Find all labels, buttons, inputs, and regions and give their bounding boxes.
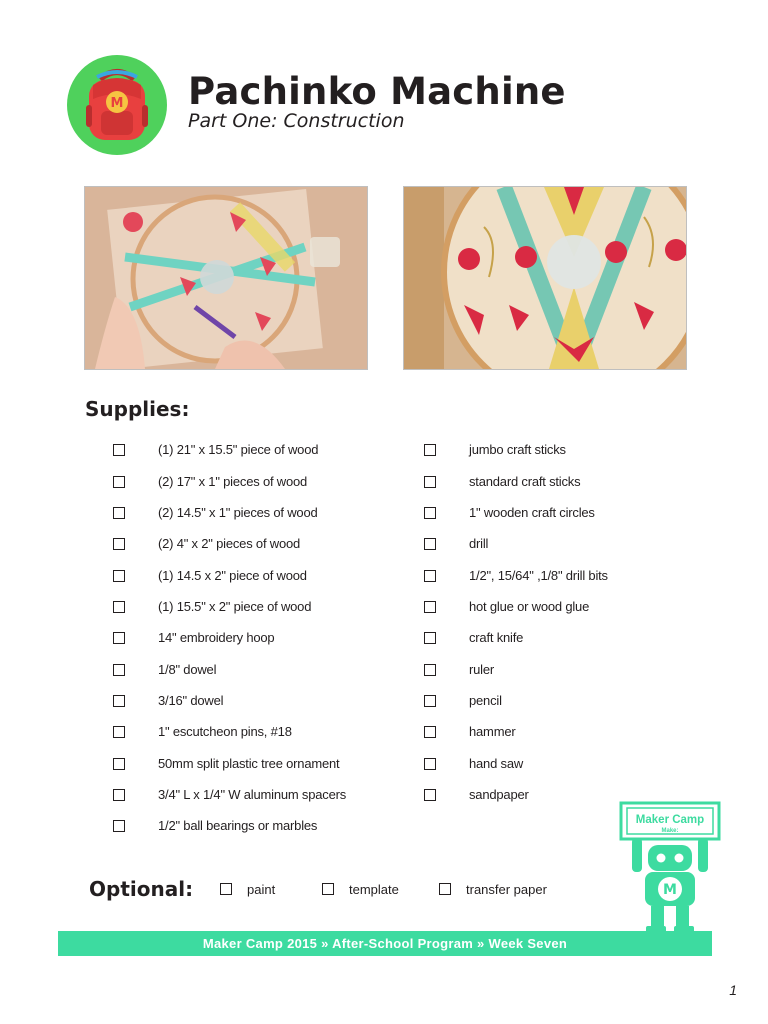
robot-icon — [615, 800, 725, 935]
supply-label: 14" embroidery hoop — [158, 630, 275, 645]
supply-label: sandpaper — [469, 787, 529, 802]
page-subtitle: Part One: Construction — [188, 110, 405, 132]
optional-label: transfer paper — [466, 882, 547, 897]
supply-checkbox[interactable] — [424, 695, 436, 707]
supply-label: standard craft sticks — [469, 474, 581, 489]
supply-label: hand saw — [469, 756, 524, 771]
supply-label: pencil — [469, 693, 502, 708]
supply-checkbox[interactable] — [113, 632, 125, 644]
supply-checkbox[interactable] — [113, 664, 125, 676]
supply-label: (1) 21" x 15.5" piece of wood — [158, 442, 319, 457]
optional-label: template — [349, 882, 399, 897]
optional-checkbox[interactable] — [220, 883, 232, 895]
supply-checkbox[interactable] — [424, 758, 436, 770]
supply-checkbox[interactable] — [113, 820, 125, 832]
supply-checkbox[interactable] — [113, 789, 125, 801]
supply-checkbox[interactable] — [424, 444, 436, 456]
supply-label: 3/4" L x 1/4" W aluminum spacers — [158, 787, 347, 802]
backpack-icon — [67, 55, 167, 155]
construction-photo-1 — [84, 186, 368, 370]
maker-camp-robot — [615, 800, 725, 935]
supply-label: ruler — [469, 662, 495, 677]
supply-label: hot glue or wood glue — [469, 599, 590, 614]
supply-label: 1/8" dowel — [158, 662, 217, 677]
optional-label: paint — [247, 882, 276, 897]
supply-checkbox[interactable] — [424, 476, 436, 488]
supply-label: hammer — [469, 724, 516, 739]
supply-label: (2) 14.5" x 1" pieces of wood — [158, 505, 318, 520]
supply-checkbox[interactable] — [113, 726, 125, 738]
supply-label: 1" escutcheon pins, #18 — [158, 724, 292, 739]
supply-checkbox[interactable] — [113, 570, 125, 582]
robot-chest-letter: M — [663, 882, 677, 898]
supply-checkbox[interactable] — [424, 789, 436, 801]
footer-banner: Maker Camp 2015 » After-School Program » Week Seven — [58, 931, 712, 956]
supply-checkbox[interactable] — [113, 695, 125, 707]
supply-label: (1) 14.5 x 2" piece of wood — [158, 568, 307, 583]
supply-checkbox[interactable] — [424, 570, 436, 582]
robot-sign-text: Maker Camp — [635, 814, 705, 826]
supply-checkbox[interactable] — [424, 507, 436, 519]
svg-text:M: M — [110, 96, 124, 111]
optional-checkbox[interactable] — [439, 883, 451, 895]
supply-label: 1" wooden craft circles — [469, 505, 595, 520]
maker-camp-logo — [67, 55, 167, 155]
supply-checkbox[interactable] — [113, 758, 125, 770]
supply-checkbox[interactable] — [424, 664, 436, 676]
construction-photo-2 — [403, 186, 687, 370]
supply-checkbox[interactable] — [424, 601, 436, 613]
supply-checkbox[interactable] — [424, 632, 436, 644]
supply-checkbox[interactable] — [113, 444, 125, 456]
supply-label: 3/16" dowel — [158, 693, 224, 708]
supply-label: (1) 15.5" x 2" piece of wood — [158, 599, 312, 614]
page-title: Pachinko Machine — [188, 70, 566, 113]
supply-checkbox[interactable] — [113, 476, 125, 488]
supply-label: 1/2" ball bearings or marbles — [158, 818, 318, 833]
optional-checkbox[interactable] — [322, 883, 334, 895]
supply-checkbox[interactable] — [113, 507, 125, 519]
supply-label: jumbo craft sticks — [469, 442, 566, 457]
supply-label: craft knife — [469, 630, 524, 645]
supplies-heading: Supplies: — [85, 397, 190, 421]
supply-label: (2) 4" x 2" pieces of wood — [158, 536, 301, 551]
supply-checkbox[interactable] — [424, 538, 436, 550]
supply-label: 50mm split plastic tree ornament — [158, 756, 340, 771]
supply-label: (2) 17" x 1" pieces of wood — [158, 474, 308, 489]
page-number: 1 — [729, 982, 737, 998]
supply-checkbox[interactable] — [113, 601, 125, 613]
optional-heading: Optional: — [89, 877, 194, 901]
robot-sign-subtext: Make: — [661, 828, 679, 834]
supply-checkbox[interactable] — [113, 538, 125, 550]
supply-label: drill — [469, 536, 489, 551]
supply-label: 1/2", 15/64" ,1/8" drill bits — [469, 568, 608, 583]
supply-checkbox[interactable] — [424, 726, 436, 738]
